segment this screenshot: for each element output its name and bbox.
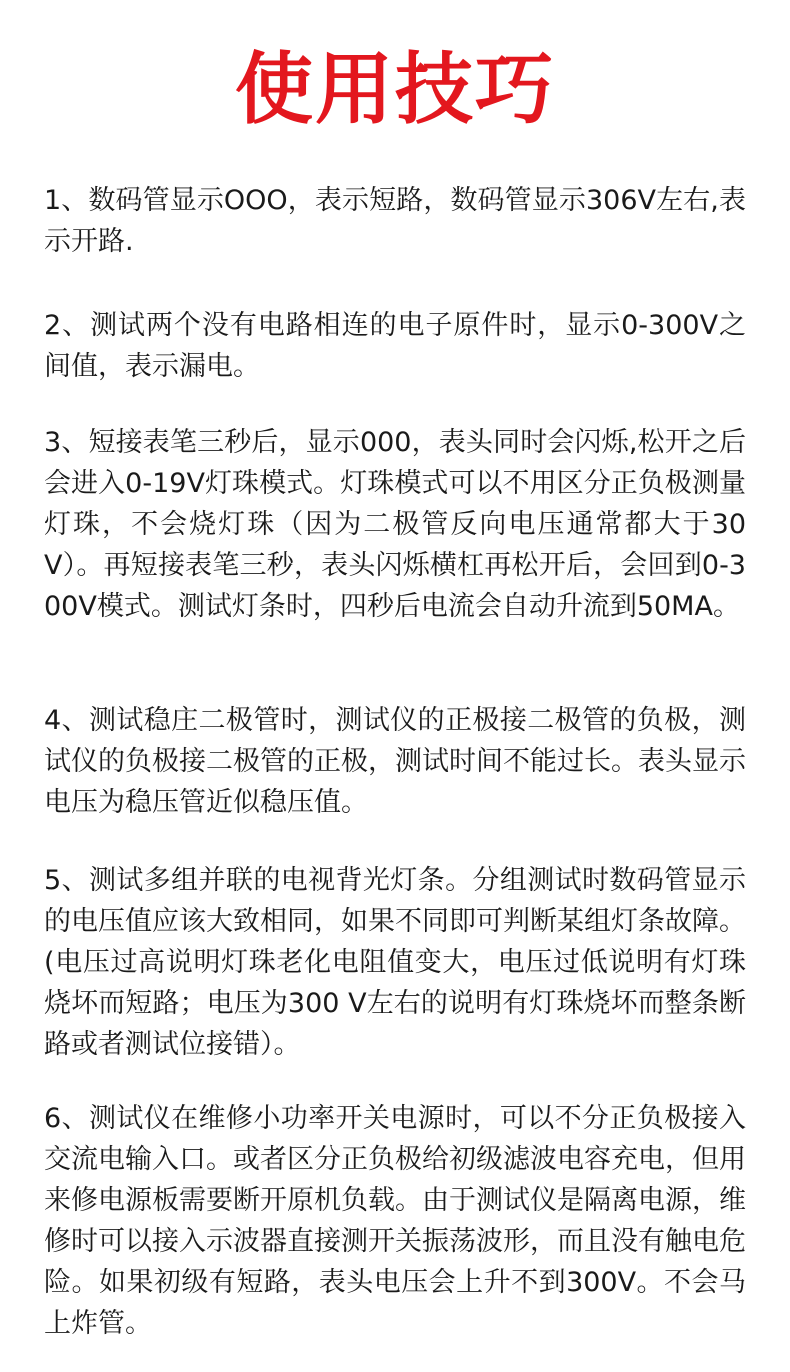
tip-paragraph-1: 1、数码管显示OOO，表示短路，数码管显示306V左右,表示开路. (44, 185, 746, 257)
tip-paragraph-2: 2、测试两个没有电路相连的电子原件时，显示0-300V之间值，表示漏电。 (44, 310, 746, 382)
tip-paragraph-4: 4、测试稳庄二极管时，测试仪的正极接二极管的负极，测试仪的负极接二极管的正极，测试时间不能过长。表头显示电压为稳压管近似稳压值。 (44, 705, 746, 818)
tip-paragraph-5: 5、测试多组并联的电视背光灯条。分组测试时数码管显示的电压值应该大致相同，如果不同即可判断某组灯条故障。(电压过高说明灯珠老化电阻值变大，电压过低说明有灯珠烧坏而短路；电压为300 V左右的说明有灯珠烧坏而整条断路或者测试位接错）。 (44, 865, 746, 1060)
tip-paragraph-3: 3、短接表笔三秒后，显示000，表头同时会闪烁,松开之后会进入0-19V灯珠模式。灯珠模式可以不用区分正负极测量灯珠，不会烧灯珠（因为二极管反向电压通常都大于30V）。再短接表笔三秒，表头闪烁横杠再松开后，会回到0-300V模式。测试灯条时，四秒后电流会自动升流到50MA。 (44, 427, 746, 622)
page-title: 使用技巧 (234, 45, 555, 135)
tip-paragraph-6: 6、测试仪在维修小功率开关电源时，可以不分正负极接入交流电输入口。或者区分正负极给初级滤波电容充电，但用来修电源板需要断开原机负载。由于测试仪是隔离电源，维修时可以接入示波器直接测开关振荡波形，而且没有触电危险。如果初级有短路，表头电压会上升不到300V。不会马上炸管。 (44, 1103, 746, 1339)
